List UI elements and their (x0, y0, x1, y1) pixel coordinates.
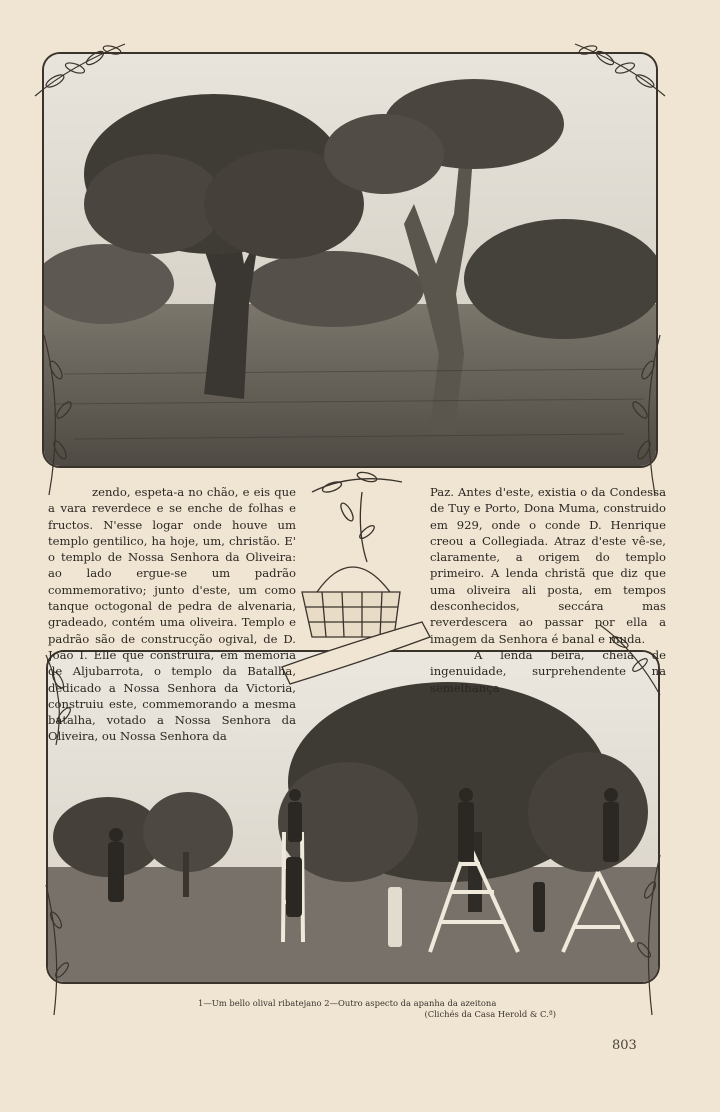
page-number: 803 (612, 1038, 637, 1053)
olive-grove-image (44, 54, 656, 466)
photo-caption (198, 998, 628, 1020)
olive-branch-icon (34, 330, 104, 500)
article-right-paragraph-1: Paz. Antes d'este, existia o da Condessa de Tuy e Porto, Dona Muma, construido em 929, onde o conde D. Henrique creou a Collegiada. Atraz d'este vê-se, claramente, a origem do templo primeiro. A lenda christã que diz que uma oliveira ali posta, em tempos desconhecidos, seccára mas reverdescera ao passar por ella a imagem da Senhora é banal e muda. (430, 485, 666, 646)
olive-branch-icon (30, 36, 130, 106)
article-right-column (430, 484, 666, 696)
caption-text: 1—Um bello olival ribatejano 2—Outro aspecto da apanha da azeitona (198, 998, 497, 1008)
photo-olive-grove (42, 52, 658, 468)
article-right-paragraph-2: A lenda beirã, cheia de ingenuidade, surprehendente na semelhança (430, 647, 666, 695)
olive-branch-icon (570, 36, 670, 106)
olive-branch-icon (600, 330, 670, 500)
olive-branch-icon (34, 880, 94, 1020)
article-left-column (48, 484, 296, 745)
basket-icon (272, 462, 432, 692)
caption-credit: (Clichés da Casa Herold & C.ª) (424, 1009, 556, 1019)
olive-branch-icon (612, 850, 672, 1020)
article-left-text: zendo, espeta-a no chão, e eis que a vara reverdece e se enche de folhas e fructos. N'esse logar onde houve um templo gentilico, ha hoje, um, christão. E' o templo de Nossa Senhora da Oliveira: ao lado ergue-se um padrão commemorativo; junto d'este, um como tanque octogonal de pedra de alvenaria, gradeado, contém uma oliveira. Templo e padrão são de construcção ogival, de D. João I. Elle que construira, em memoria de Aljubarrota, o templo da Batalha, dedicado a Nossa Senhora da Victoria, construiu este, commemorando a mesma batalha, votado a Nossa Senhora da Oliveira, ou Nossa Senhora da (48, 485, 296, 744)
